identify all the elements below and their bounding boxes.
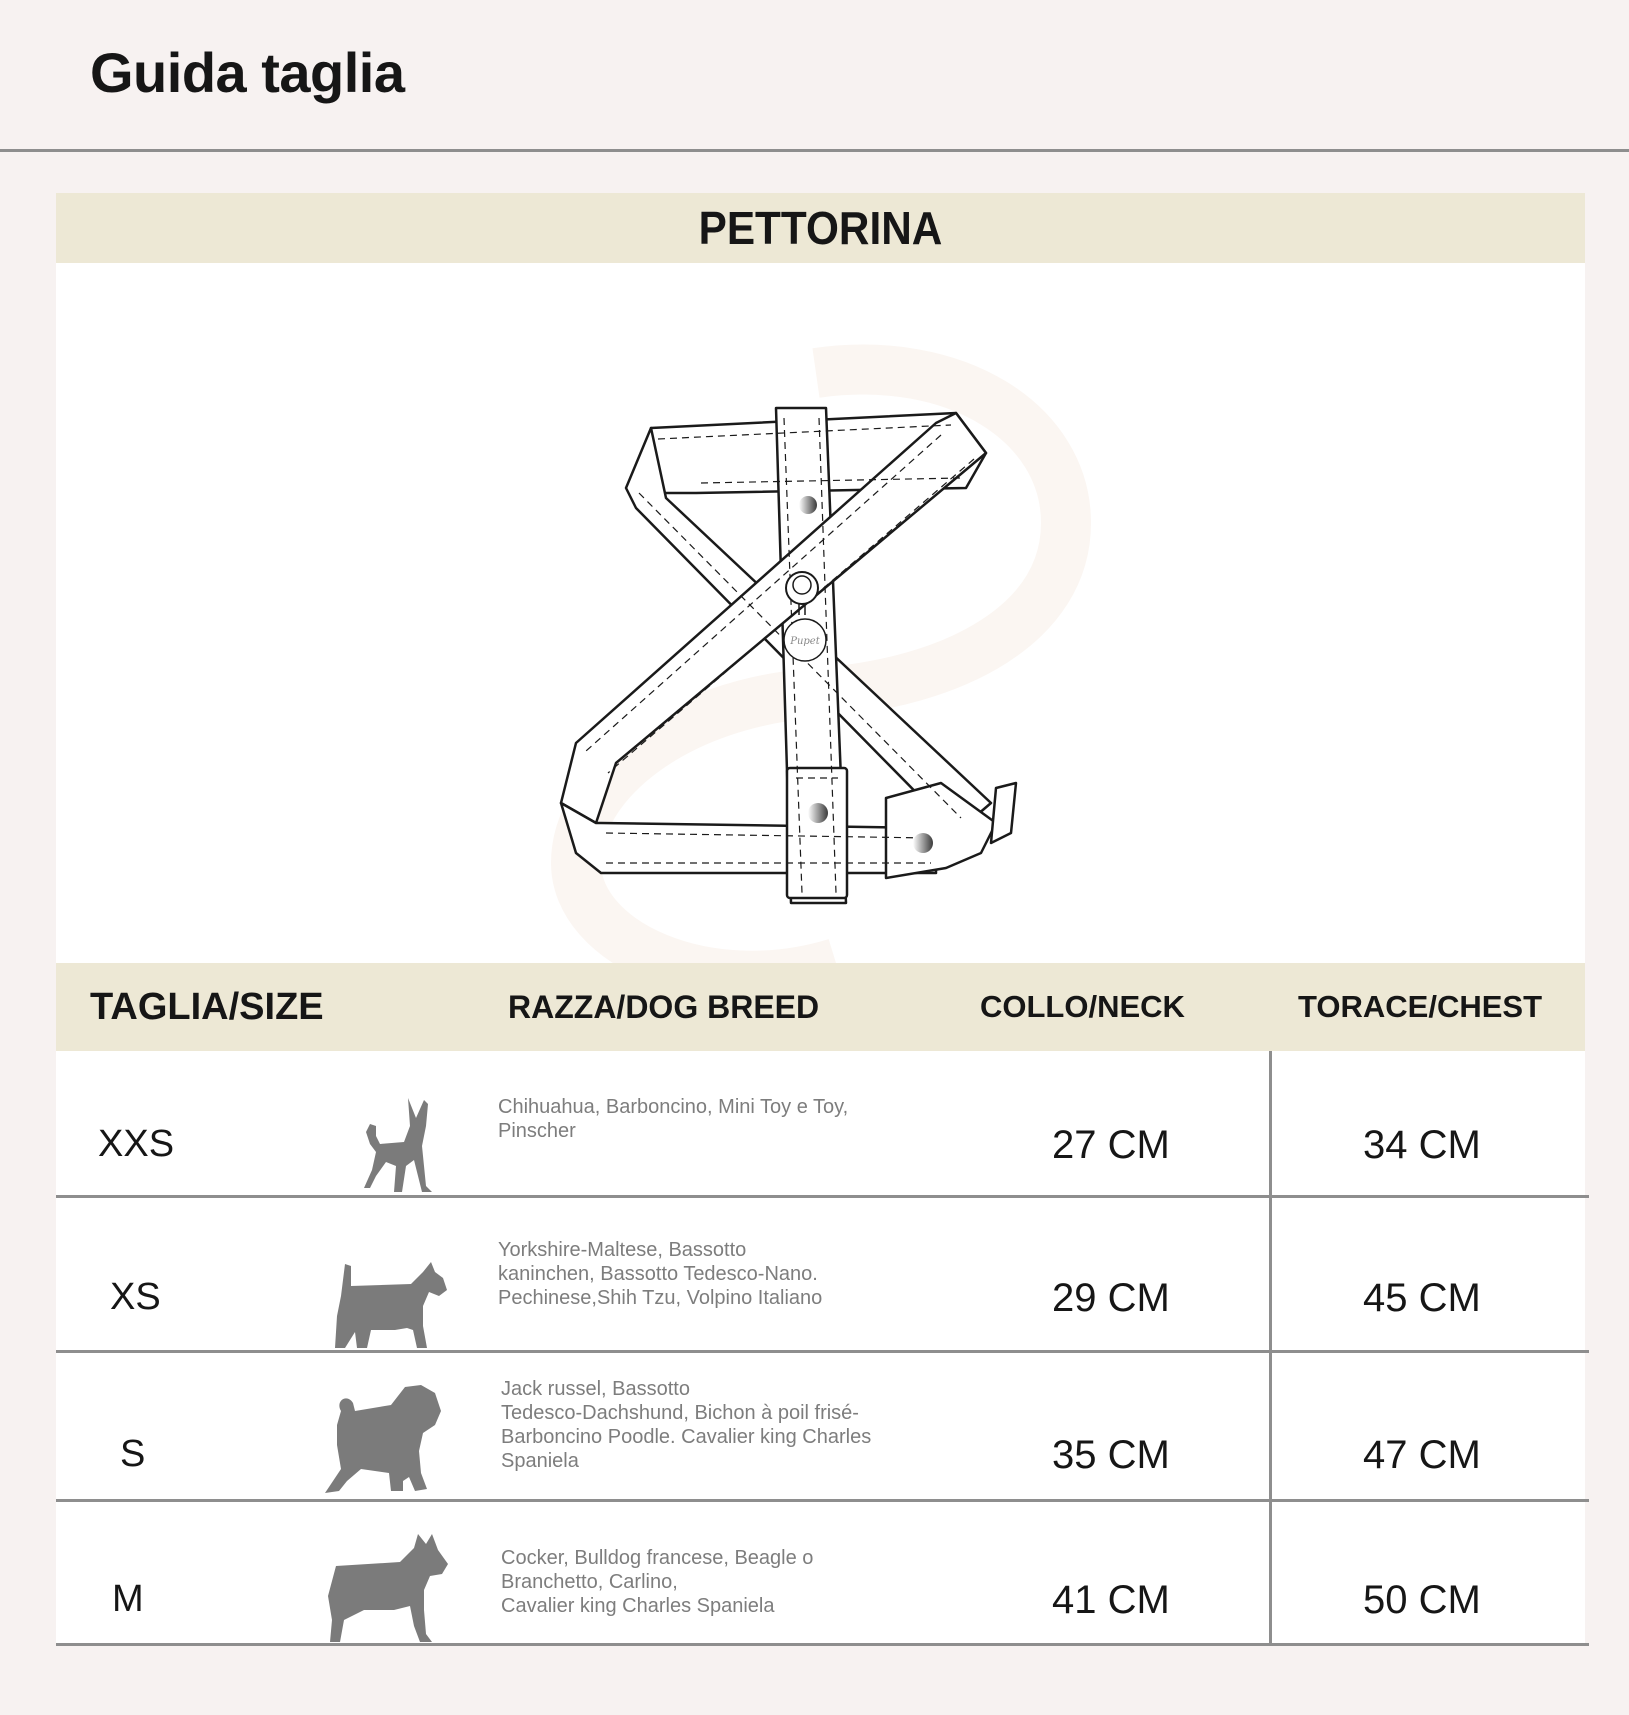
neck-cell: 35 CM — [1052, 1433, 1170, 1477]
page-title: Guida taglia — [90, 41, 405, 104]
pug-silhouette-icon — [311, 1381, 441, 1499]
size-cell: S — [120, 1433, 146, 1475]
chihuahua-silhouette-icon — [346, 1096, 446, 1196]
d-ring — [786, 572, 818, 604]
table-row — [56, 1353, 1585, 1502]
chest-cell: 47 CM — [1363, 1433, 1481, 1477]
section-title: PETTORINA — [698, 202, 943, 254]
row-divider — [56, 1643, 1589, 1646]
neck-cell: 29 CM — [1052, 1276, 1170, 1320]
chest-cell: 45 CM — [1363, 1276, 1481, 1320]
schnauzer-silhouette-icon — [331, 1256, 451, 1351]
column-header-breed: RAZZA/DOG BREED — [508, 988, 820, 1025]
rivet-buckle — [913, 833, 933, 853]
breed-cell: Yorkshire-Maltese, Bassotto kaninchen, Bassotto Tedesco-Nano. Pechinese,Shih Tzu, Volpino Italiano — [498, 1239, 823, 1309]
section-header — [56, 193, 1585, 263]
breed-cell: Jack russel, Bassotto Tedesco-Dachshund, Bichon à poil frisé- Barboncino Poodle. Cavalier king Charles Spaniela — [501, 1378, 872, 1472]
column-divider — [1269, 1051, 1272, 1643]
neck-cell: 41 CM — [1052, 1578, 1170, 1622]
size-cell: XXS — [98, 1123, 175, 1165]
size-cell: XS — [110, 1276, 161, 1318]
chest-cell: 34 CM — [1363, 1123, 1481, 1167]
buckle-ring — [991, 783, 1016, 843]
size-guide-panel — [56, 193, 1585, 1643]
table-row — [56, 1198, 1585, 1353]
breed-cell: Chihuahua, Barboncino, Mini Toy e Toy, Pinscher — [498, 1096, 849, 1142]
table-row — [56, 1051, 1585, 1198]
french-bulldog-silhouette-icon — [314, 1530, 450, 1644]
rivet-top — [799, 496, 817, 514]
breed-cell: Cocker, Bulldog francese, Beagle o Branchetto, Carlino, Cavalier king Charles Spaniela — [501, 1547, 814, 1617]
chest-cell: 50 CM — [1363, 1578, 1481, 1622]
column-header-size: TAGLIA/SIZE — [90, 985, 324, 1028]
table-header — [56, 963, 1585, 1051]
tag-brand: Pupet — [790, 636, 820, 647]
title-divider — [0, 149, 1629, 152]
column-header-neck: COLLO/NECK — [980, 989, 1185, 1024]
neck-cell: 27 CM — [1052, 1123, 1170, 1167]
table-row — [56, 1502, 1585, 1646]
rivet-keeper — [808, 803, 828, 823]
harness-icon — [56, 263, 1585, 963]
column-header-chest: TORACE/CHEST — [1298, 989, 1543, 1024]
size-cell: M — [112, 1578, 144, 1620]
keeper-loop — [787, 768, 847, 898]
